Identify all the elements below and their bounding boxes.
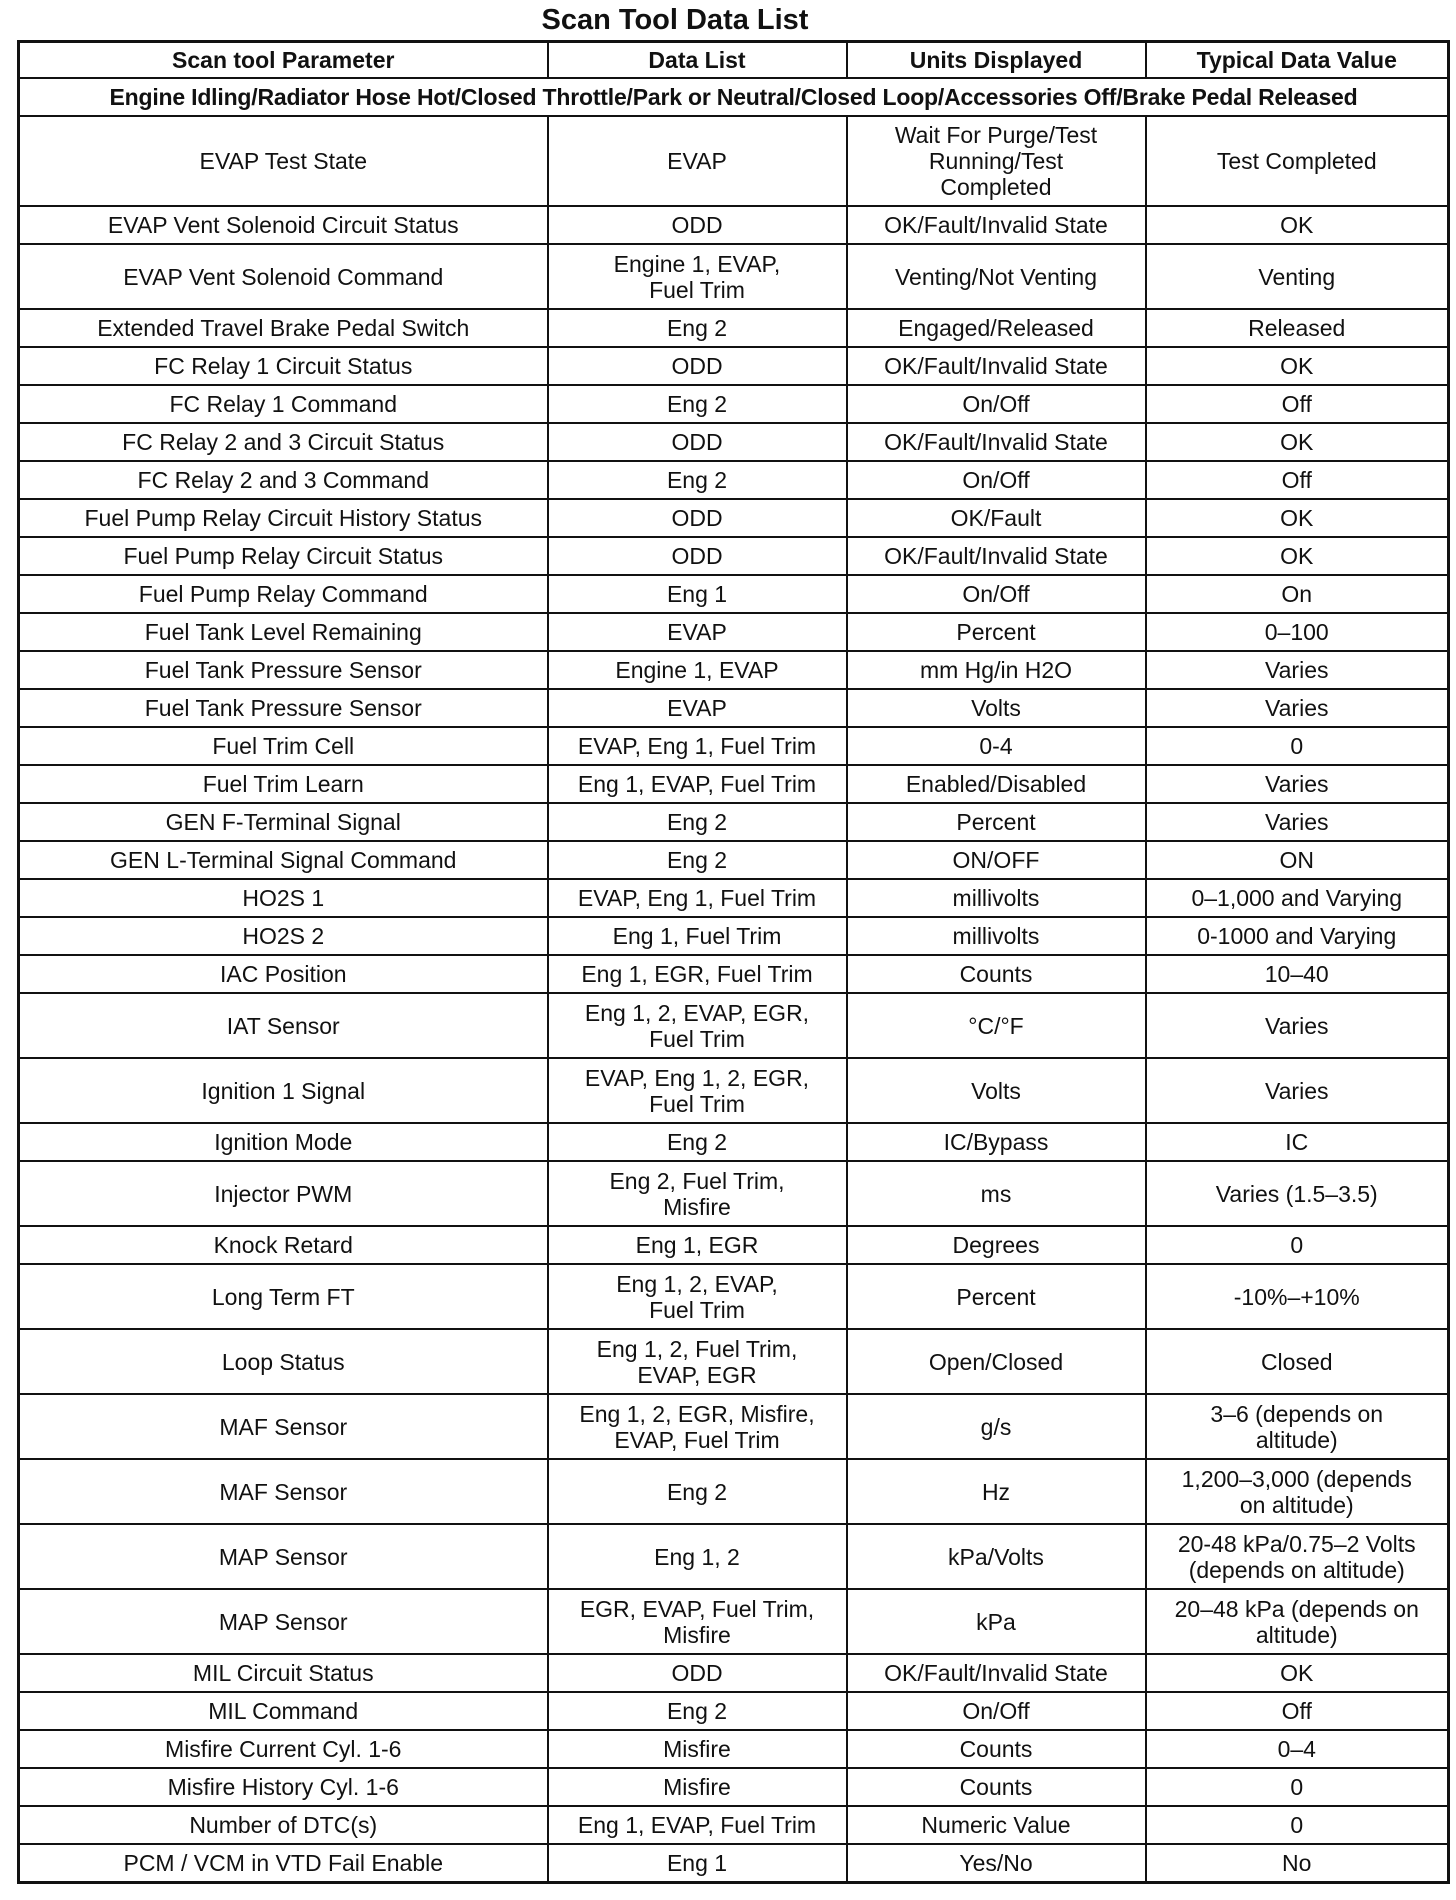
cell-parameter: Ignition 1 Signal: [19, 1058, 548, 1123]
table-row: [19, 613, 1449, 651]
header-parameter: Scan tool Parameter: [19, 42, 548, 79]
cell-parameter: MAP Sensor: [19, 1589, 548, 1654]
cell-data-list: Eng 1: [548, 1844, 847, 1883]
table-row: [19, 1123, 1449, 1161]
header-row: [19, 42, 1449, 79]
cell-units: Percent: [847, 803, 1146, 841]
cell-typical-value: Varies: [1146, 689, 1449, 727]
cell-parameter: MAP Sensor: [19, 1524, 548, 1589]
cell-data-list: Engine 1, EVAP: [548, 651, 847, 689]
cell-parameter: Fuel Pump Relay Circuit History Status: [19, 499, 548, 537]
cell-parameter: Misfire History Cyl. 1-6: [19, 1768, 548, 1806]
table-row: [19, 244, 1449, 309]
cell-typical-value: OK: [1146, 537, 1449, 575]
cell-parameter: EVAP Vent Solenoid Command: [19, 244, 548, 309]
cell-data-list: ODD: [548, 499, 847, 537]
cell-parameter: Ignition Mode: [19, 1123, 548, 1161]
cell-parameter: Fuel Tank Level Remaining: [19, 613, 548, 651]
cell-data-list: ODD: [548, 537, 847, 575]
table-row: [19, 879, 1449, 917]
cell-parameter: Loop Status: [19, 1329, 548, 1394]
table-row: [19, 993, 1449, 1058]
cell-units: °C/°F: [847, 993, 1146, 1058]
cell-data-list: Eng 2: [548, 803, 847, 841]
cell-typical-value: 0: [1146, 1226, 1449, 1264]
cell-parameter: Fuel Tank Pressure Sensor: [19, 651, 548, 689]
cell-typical-value: OK: [1146, 206, 1449, 244]
cell-data-list: EVAP, Eng 1, Fuel Trim: [548, 727, 847, 765]
cell-data-list: Eng 2: [548, 461, 847, 499]
cell-parameter: HO2S 1: [19, 879, 548, 917]
table-row: [19, 1264, 1449, 1329]
cell-data-list: Eng 1, Fuel Trim: [548, 917, 847, 955]
cell-typical-value: 0: [1146, 727, 1449, 765]
cell-units: kPa: [847, 1589, 1146, 1654]
cell-data-list: Eng 1, 2, EGR, Misfire, EVAP, Fuel Trim: [548, 1394, 847, 1459]
cell-typical-value: OK: [1146, 347, 1449, 385]
cell-parameter: GEN F-Terminal Signal: [19, 803, 548, 841]
cell-data-list: EVAP: [548, 613, 847, 651]
cell-typical-value: 1,200–3,000 (depends on altitude): [1146, 1459, 1449, 1524]
cell-parameter: PCM / VCM in VTD Fail Enable: [19, 1844, 548, 1883]
cell-data-list: ODD: [548, 1654, 847, 1692]
table-row: [19, 803, 1449, 841]
cell-typical-value: 20–48 kPa (depends on altitude): [1146, 1589, 1449, 1654]
cell-data-list: ODD: [548, 206, 847, 244]
cell-typical-value: Varies: [1146, 993, 1449, 1058]
cell-units: IC/Bypass: [847, 1123, 1146, 1161]
table-row: [19, 1730, 1449, 1768]
cell-typical-value: 0–4: [1146, 1730, 1449, 1768]
cell-typical-value: 0-1000 and Varying: [1146, 917, 1449, 955]
cell-units: Enabled/Disabled: [847, 765, 1146, 803]
cell-parameter: MAF Sensor: [19, 1459, 548, 1524]
page-title: Scan Tool Data List: [541, 4, 809, 36]
table-row: [19, 689, 1449, 727]
table-row: [19, 1394, 1449, 1459]
cell-typical-value: -10%–+10%: [1146, 1264, 1449, 1329]
cell-data-list: EVAP: [548, 689, 847, 727]
cell-parameter: Misfire Current Cyl. 1-6: [19, 1730, 548, 1768]
cell-parameter: Number of DTC(s): [19, 1806, 548, 1844]
cell-typical-value: Test Completed: [1146, 116, 1449, 206]
cell-typical-value: 3–6 (depends on altitude): [1146, 1394, 1449, 1459]
cell-units: ON/OFF: [847, 841, 1146, 879]
cell-parameter: Fuel Pump Relay Command: [19, 575, 548, 613]
cell-parameter: Long Term FT: [19, 1264, 548, 1329]
cell-parameter: FC Relay 2 and 3 Circuit Status: [19, 423, 548, 461]
cell-data-list: ODD: [548, 347, 847, 385]
cell-units: OK/Fault/Invalid State: [847, 423, 1146, 461]
cell-parameter: IAC Position: [19, 955, 548, 993]
cell-units: millivolts: [847, 917, 1146, 955]
cell-typical-value: 0: [1146, 1768, 1449, 1806]
cell-units: Counts: [847, 955, 1146, 993]
cell-typical-value: Off: [1146, 1692, 1449, 1730]
cell-parameter: FC Relay 1 Circuit Status: [19, 347, 548, 385]
cell-units: On/Off: [847, 385, 1146, 423]
cell-data-list: Eng 1: [548, 575, 847, 613]
table-row: [19, 499, 1449, 537]
table-row: [19, 1768, 1449, 1806]
cell-units: ms: [847, 1161, 1146, 1226]
cell-typical-value: ON: [1146, 841, 1449, 879]
cell-data-list: EVAP, Eng 1, Fuel Trim: [548, 879, 847, 917]
cell-parameter: FC Relay 2 and 3 Command: [19, 461, 548, 499]
cell-units: Yes/No: [847, 1844, 1146, 1883]
cell-units: Degrees: [847, 1226, 1146, 1264]
cell-units: Volts: [847, 689, 1146, 727]
cell-data-list: Eng 2: [548, 309, 847, 347]
cell-data-list: Eng 1, EVAP, Fuel Trim: [548, 1806, 847, 1844]
cell-typical-value: 0: [1146, 1806, 1449, 1844]
cell-units: Hz: [847, 1459, 1146, 1524]
cell-parameter: MIL Command: [19, 1692, 548, 1730]
table-row: [19, 537, 1449, 575]
cell-typical-value: 10–40: [1146, 955, 1449, 993]
cell-units: OK/Fault/Invalid State: [847, 206, 1146, 244]
table-row: [19, 461, 1449, 499]
cell-typical-value: OK: [1146, 499, 1449, 537]
cell-units: Wait For Purge/Test Running/Test Completed: [847, 116, 1146, 206]
cell-units: Counts: [847, 1730, 1146, 1768]
cell-parameter: EVAP Test State: [19, 116, 548, 206]
cell-data-list: EVAP, Eng 1, 2, EGR, Fuel Trim: [548, 1058, 847, 1123]
table-row: [19, 765, 1449, 803]
cell-data-list: Eng 1, EVAP, Fuel Trim: [548, 765, 847, 803]
condition-row: [19, 78, 1449, 116]
cell-data-list: Eng 2: [548, 1459, 847, 1524]
cell-typical-value: IC: [1146, 1123, 1449, 1161]
cell-data-list: Eng 2: [548, 1692, 847, 1730]
table-row: [19, 347, 1449, 385]
table-row: [19, 1459, 1449, 1524]
table-row: [19, 1589, 1449, 1654]
scan-tool-data-table: [17, 40, 1450, 1884]
cell-typical-value: Closed: [1146, 1329, 1449, 1394]
cell-typical-value: Varies: [1146, 651, 1449, 689]
cell-parameter: Fuel Trim Cell: [19, 727, 548, 765]
cell-data-list: Eng 2, Fuel Trim, Misfire: [548, 1161, 847, 1226]
cell-units: Venting/Not Venting: [847, 244, 1146, 309]
table-row: [19, 1161, 1449, 1226]
cell-units: kPa/Volts: [847, 1524, 1146, 1589]
cell-units: Numeric Value: [847, 1806, 1146, 1844]
cell-parameter: IAT Sensor: [19, 993, 548, 1058]
table-row: [19, 955, 1449, 993]
table-row: [19, 917, 1449, 955]
cell-parameter: MIL Circuit Status: [19, 1654, 548, 1692]
cell-typical-value: Released: [1146, 309, 1449, 347]
cell-data-list: Eng 1, EGR, Fuel Trim: [548, 955, 847, 993]
cell-units: 0-4: [847, 727, 1146, 765]
table-row: [19, 385, 1449, 423]
table-row: [19, 1058, 1449, 1123]
cell-units: OK/Fault: [847, 499, 1146, 537]
cell-typical-value: Venting: [1146, 244, 1449, 309]
cell-data-list: Eng 1, EGR: [548, 1226, 847, 1264]
table-row: [19, 651, 1449, 689]
cell-units: millivolts: [847, 879, 1146, 917]
cell-units: OK/Fault/Invalid State: [847, 537, 1146, 575]
cell-typical-value: 20-48 kPa/0.75–2 Volts (depends on altitude): [1146, 1524, 1449, 1589]
cell-parameter: Injector PWM: [19, 1161, 548, 1226]
test-condition: Engine Idling/Radiator Hose Hot/Closed Throttle/Park or Neutral/Closed Loop/Accessories Off/Brake Pedal Released: [19, 78, 1449, 116]
cell-units: On/Off: [847, 1692, 1146, 1730]
cell-parameter: FC Relay 1 Command: [19, 385, 548, 423]
cell-units: Engaged/Released: [847, 309, 1146, 347]
cell-data-list: Eng 2: [548, 1123, 847, 1161]
cell-parameter: GEN L-Terminal Signal Command: [19, 841, 548, 879]
cell-parameter: Fuel Pump Relay Circuit Status: [19, 537, 548, 575]
cell-parameter: HO2S 2: [19, 917, 548, 955]
table-row: [19, 841, 1449, 879]
cell-data-list: EVAP: [548, 116, 847, 206]
cell-parameter: Extended Travel Brake Pedal Switch: [19, 309, 548, 347]
cell-units: mm Hg/in H2O: [847, 651, 1146, 689]
cell-typical-value: No: [1146, 1844, 1449, 1883]
cell-units: OK/Fault/Invalid State: [847, 1654, 1146, 1692]
cell-data-list: Eng 1, 2, EVAP, EGR, Fuel Trim: [548, 993, 847, 1058]
cell-typical-value: 0–1,000 and Varying: [1146, 879, 1449, 917]
cell-typical-value: On: [1146, 575, 1449, 613]
cell-units: OK/Fault/Invalid State: [847, 347, 1146, 385]
table-row: [19, 1654, 1449, 1692]
cell-data-list: Eng 1, 2, Fuel Trim, EVAP, EGR: [548, 1329, 847, 1394]
cell-parameter: Fuel Trim Learn: [19, 765, 548, 803]
table-body: [19, 78, 1449, 1883]
table-row: [19, 727, 1449, 765]
table-row: [19, 1226, 1449, 1264]
cell-typical-value: Varies: [1146, 1058, 1449, 1123]
cell-typical-value: Varies (1.5–3.5): [1146, 1161, 1449, 1226]
cell-data-list: Misfire: [548, 1730, 847, 1768]
cell-typical-value: Off: [1146, 461, 1449, 499]
header-typical-value: Typical Data Value: [1146, 42, 1449, 79]
cell-units: Percent: [847, 613, 1146, 651]
header-data-list: Data List: [548, 42, 847, 79]
cell-units: g/s: [847, 1394, 1146, 1459]
cell-data-list: EGR, EVAP, Fuel Trim, Misfire: [548, 1589, 847, 1654]
cell-units: Counts: [847, 1768, 1146, 1806]
table-row: [19, 1692, 1449, 1730]
cell-typical-value: Varies: [1146, 765, 1449, 803]
cell-units: Percent: [847, 1264, 1146, 1329]
cell-units: Open/Closed: [847, 1329, 1146, 1394]
cell-parameter: EVAP Vent Solenoid Circuit Status: [19, 206, 548, 244]
cell-typical-value: Varies: [1146, 803, 1449, 841]
table-row: [19, 423, 1449, 461]
cell-parameter: MAF Sensor: [19, 1394, 548, 1459]
cell-data-list: Eng 1, 2: [548, 1524, 847, 1589]
table-row: [19, 1844, 1449, 1883]
cell-typical-value: OK: [1146, 1654, 1449, 1692]
table-row: [19, 206, 1449, 244]
cell-parameter: Fuel Tank Pressure Sensor: [19, 689, 548, 727]
table-row: [19, 575, 1449, 613]
table-row: [19, 1524, 1449, 1589]
table-row: [19, 116, 1449, 206]
cell-units: On/Off: [847, 575, 1146, 613]
cell-data-list: Eng 2: [548, 385, 847, 423]
cell-data-list: Misfire: [548, 1768, 847, 1806]
cell-units: Volts: [847, 1058, 1146, 1123]
cell-typical-value: OK: [1146, 423, 1449, 461]
table-row: [19, 1806, 1449, 1844]
cell-typical-value: Off: [1146, 385, 1449, 423]
cell-data-list: Eng 2: [548, 841, 847, 879]
header-units: Units Displayed: [847, 42, 1146, 79]
cell-data-list: ODD: [548, 423, 847, 461]
cell-parameter: Knock Retard: [19, 1226, 548, 1264]
cell-data-list: Engine 1, EVAP, Fuel Trim: [548, 244, 847, 309]
cell-data-list: Eng 1, 2, EVAP, Fuel Trim: [548, 1264, 847, 1329]
table-row: [19, 1329, 1449, 1394]
cell-typical-value: 0–100: [1146, 613, 1449, 651]
cell-units: On/Off: [847, 461, 1146, 499]
table-row: [19, 309, 1449, 347]
